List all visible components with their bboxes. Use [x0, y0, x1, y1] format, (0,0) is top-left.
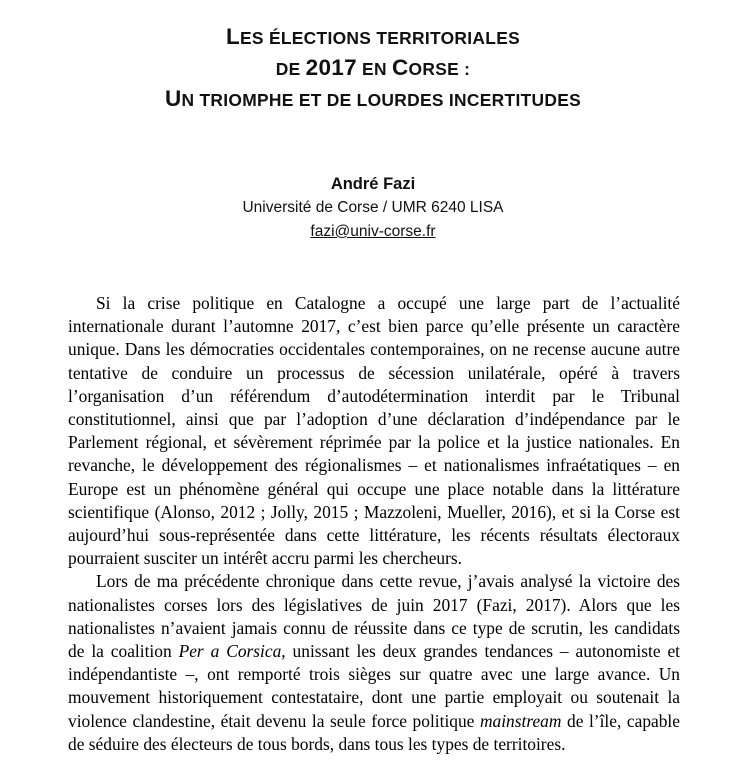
title-line-2-initial: C [391, 55, 409, 80]
article-body [68, 292, 680, 756]
title-line-3-rest: N TRIOMPHE ET DE LOURDES INCERTITUDES [181, 90, 582, 110]
author-name: André Fazi [330, 175, 416, 193]
body-paragraph-2 [68, 570, 680, 756]
author-email-row [0, 220, 746, 244]
body-paragraph-1: Si la crise politique en Catalogne a occupé une large part de l’actualité internationale durant l’automne 2017, c’est bien parce qu’elle présente un caractère unique. Dans les démocraties occidentales contemporaines, on ne recense aucune autre tentative de conduire un processus de sécession unilatérale, opéré à travers l’organisation d’un référendum d’autodétermination interdit par le Tribunal constitutionnel, ainsi que par l’adoption d’une déclaration d’indépendance par le Parlement régional, et sévèrement réprimée par la police et la justice nationales. En revanche, le développement des régionalismes – et nationalismes infraétatiques – en Europe est un phénomène général qui occupe une place notable dans la littérature scientifique (Alonso, 2012 ; Jolly, 2015 ; Mazzoleni, Mueller, 2016), et si la Corse est aujourd’hui sous-représentée dans cette littérature, les récents résultats électoraux pourraient susciter un intérêt accru parmi les chercheurs. [68, 293, 680, 569]
author-block [0, 172, 746, 244]
paragraph-2-italic-per-a-corsica: Per a Corsica [178, 641, 282, 662]
title-line-2-mid: EN [356, 59, 392, 79]
article-title [0, 22, 746, 115]
title-line-1-rest: ES ÉLECTIONS TERRITORIALES [240, 28, 520, 48]
paragraph-2-segment-3: de l’île, capable de séduire des électeurs de tous bords, dans tous les types de territoires. [68, 710, 680, 754]
title-line-1 [0, 22, 746, 53]
title-line-2-year: 2017 [305, 55, 357, 80]
paragraph-2-segment-2: , unissant les deux grandes tendances – autonomiste et indépendantiste –, ont remporté trois sièges sur quatre avec une large avance. Un mouvement historiquement contestataire, dont une partie employait ou soutenait la violence clandestine, était devenu la seule force politique [68, 641, 681, 731]
author-affiliation: Université de Corse / UMR 6240 LISA [242, 199, 504, 216]
paragraph-2-segment-1: Lors de ma précédente chronique dans cette revue, j’avais analysé la victoire des nationalistes corses lors des législatives de juin 2017 (Fazi, 2017). Alors que les nationalistes n’avaient jamais connu de réussite dans ce type de scrutin, les candidats de la coalition [68, 571, 680, 662]
title-line-2 [0, 53, 746, 84]
title-line-1-initial: L [225, 24, 241, 49]
title-line-3-initial: U [164, 86, 182, 111]
title-line-2-rest: ORSE : [408, 59, 471, 79]
title-line-2-pre: DE [275, 59, 306, 79]
title-line-3 [0, 84, 746, 115]
author-email-link[interactable]: fazi@univ-corse.fr [310, 223, 436, 240]
paragraph-2-italic-mainstream: mainstream [479, 710, 562, 731]
